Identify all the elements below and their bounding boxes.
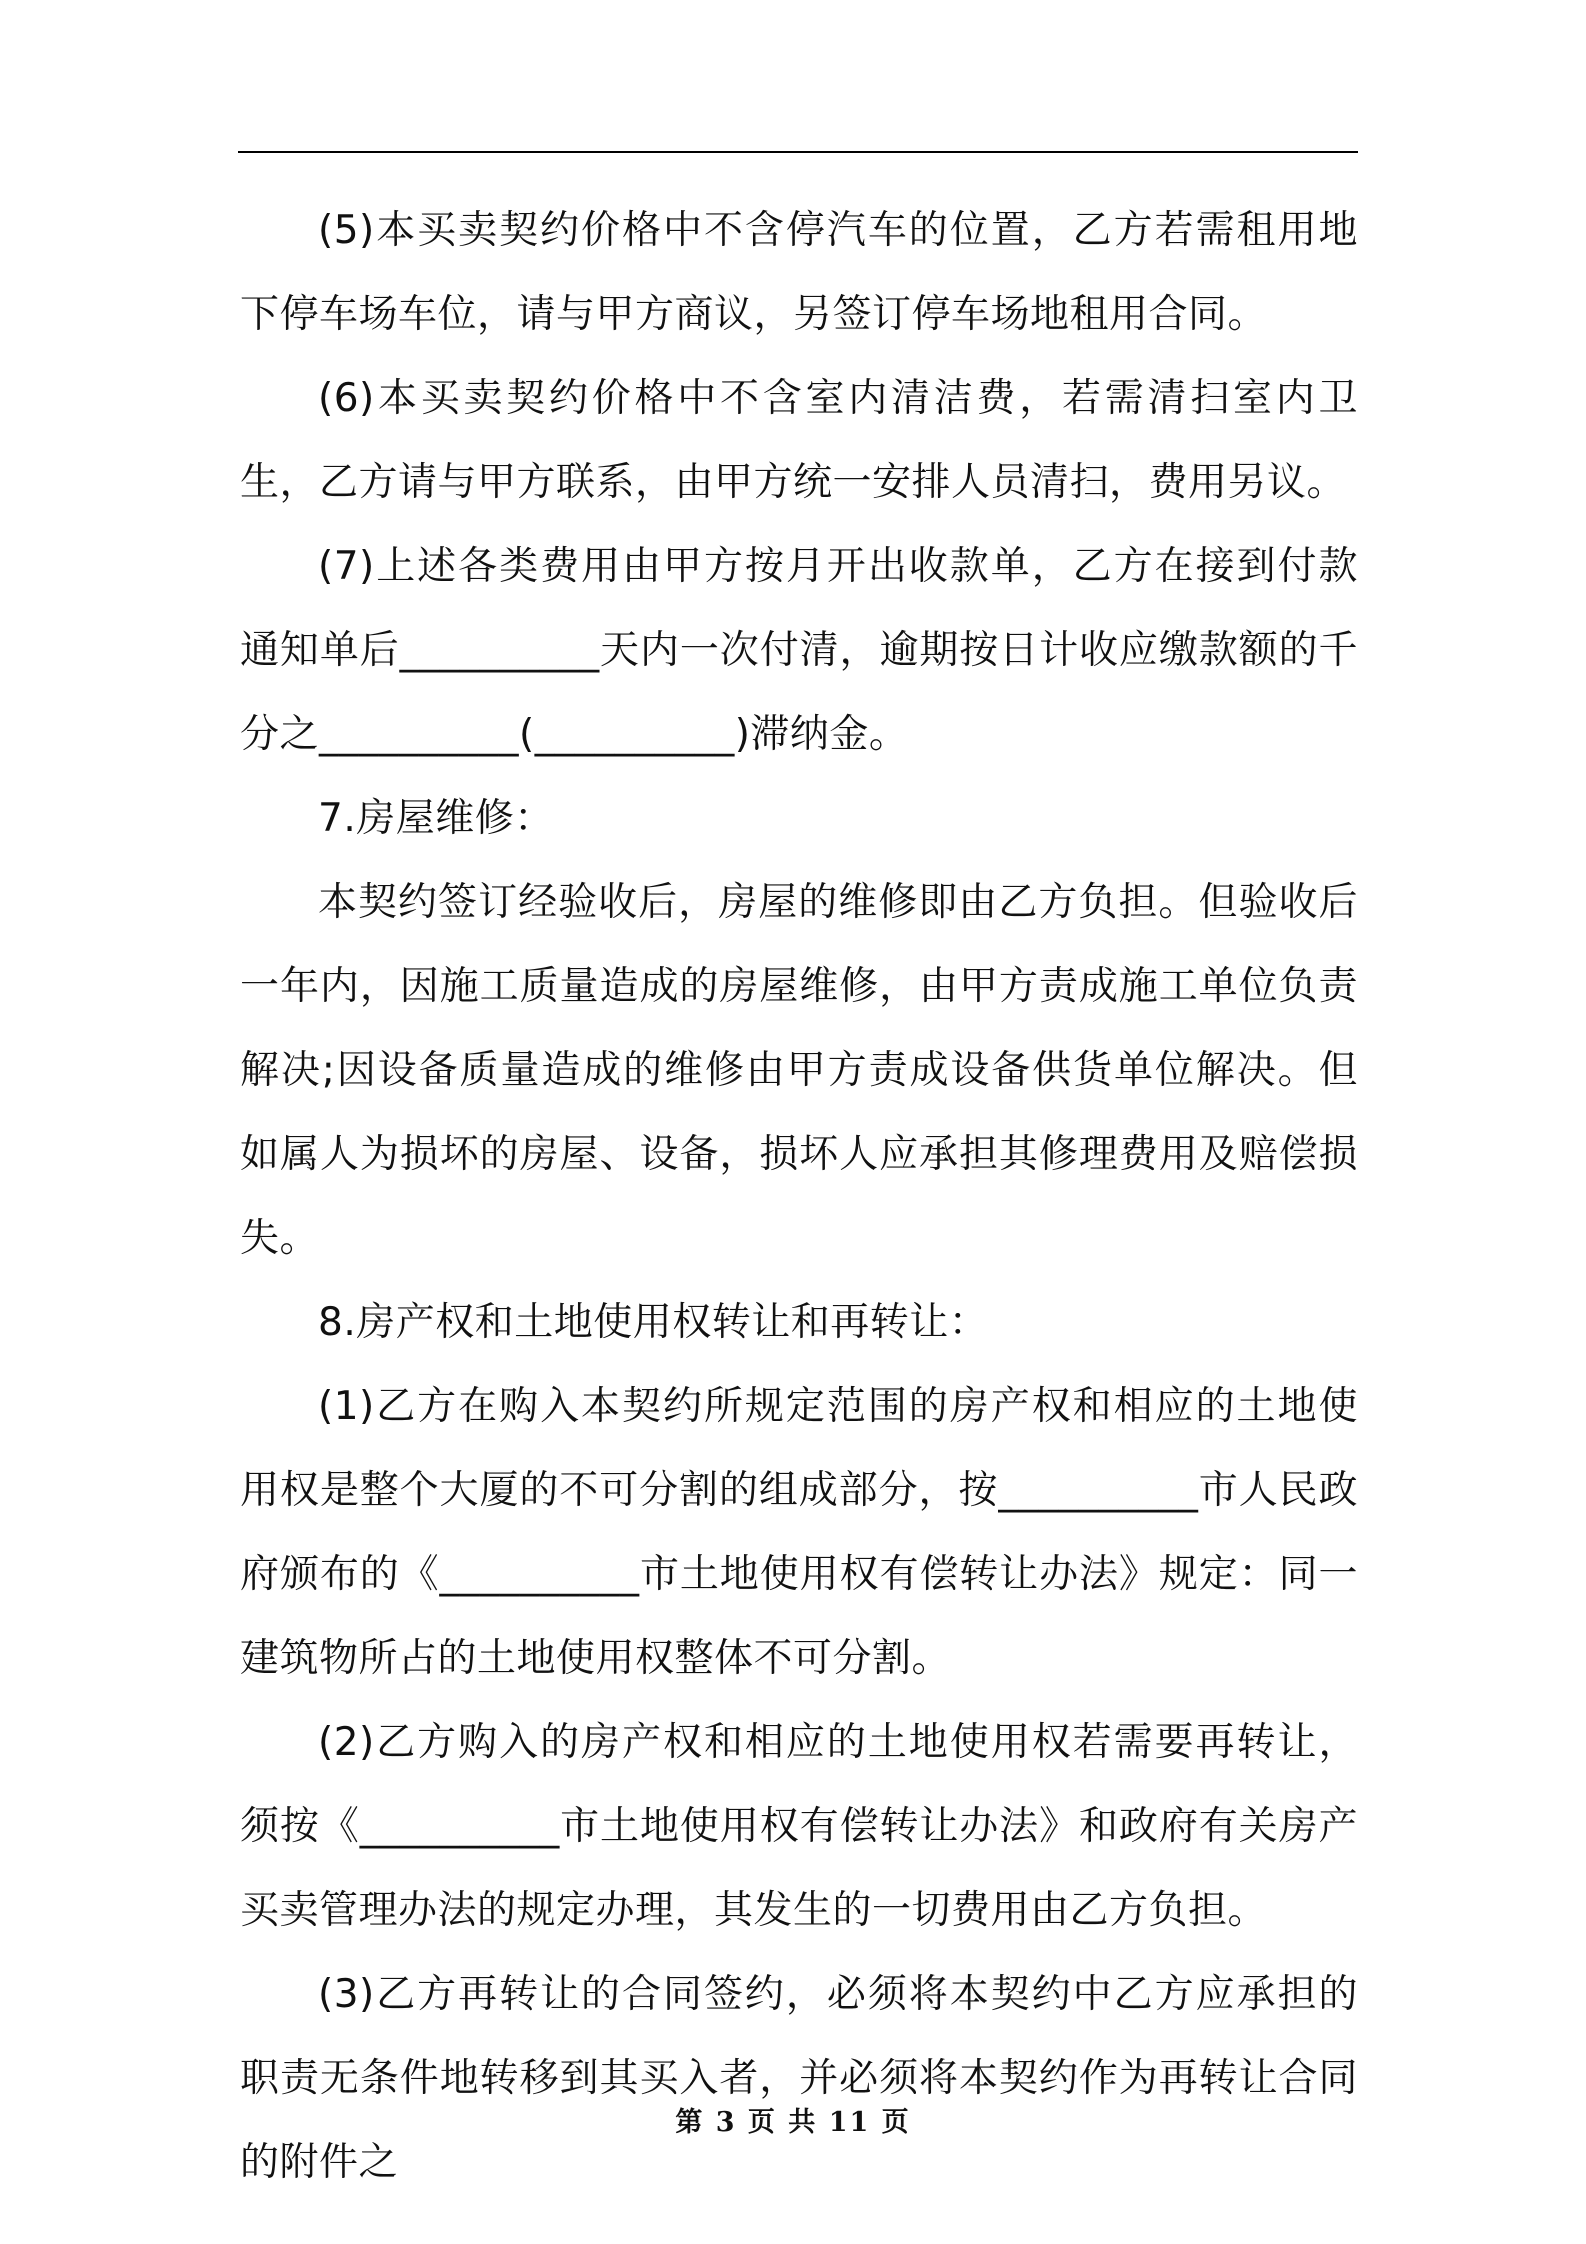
section-heading-maintenance: 7.房屋维修： bbox=[318, 796, 554, 841]
paragraph-transfer-3: (3)乙方再转让的合同签约，必须将本契约中乙方应承担的职责无条件地转移到其买入者，并必须将本契约作为再转让合同的附件之 bbox=[240, 1972, 1358, 2185]
paragraph-payment-terms: (7)上述各类费用由甲方按月开出收款单，乙方在接到付款通知单后__________天内一次付清，逾期按日计收应缴款额的千分之__________(__________)滞纳金。 bbox=[240, 544, 1358, 757]
section-heading-transfer: 8.房产权和土地使用权转让和再转让： bbox=[318, 1300, 989, 1345]
paragraph-parking-fee: (5)本买卖契约价格中不含停汽车的位置，乙方若需租用地下停车场车位，请与甲方商议，另签订停车场地租用合同。 bbox=[240, 208, 1358, 337]
document-body bbox=[240, 189, 1358, 2205]
paragraph-transfer-2: (2)乙方购入的房产权和相应的土地使用权若需要再转让，须按《__________市土地使用权有偿转让办法》和政府有关房产买卖管理办法的规定办理，其发生的一切费用由乙方负担。 bbox=[240, 1720, 1358, 1933]
paragraph-cleaning-fee: (6)本买卖契约价格中不含室内清洁费，若需清扫室内卫生，乙方请与甲方联系，由甲方统一安排人员清扫，费用另议。 bbox=[240, 376, 1358, 505]
header-rule bbox=[238, 151, 1358, 153]
paragraph-transfer-1: (1)乙方在购入本契约所规定范围的房产权和相应的土地使用权是整个大厦的不可分割的组成部分，按__________市人民政府颁布的《__________市土地使用权有偿转让办法》规定：同一建筑物所占的土地使用权整体不可分割。 bbox=[240, 1384, 1358, 1681]
paragraph-maintenance: 本契约签订经验收后，房屋的维修即由乙方负担。但验收后一年内，因施工质量造成的房屋维修，由甲方责成施工单位负责解决;因设备质量造成的维修由甲方责成设备供货单位解决。但如属人为损坏的房屋、设备，损坏人应承担其修理费用及赔偿损失。 bbox=[240, 880, 1358, 1261]
page-number: 第 3 页 共 11 页 bbox=[675, 2107, 911, 2138]
